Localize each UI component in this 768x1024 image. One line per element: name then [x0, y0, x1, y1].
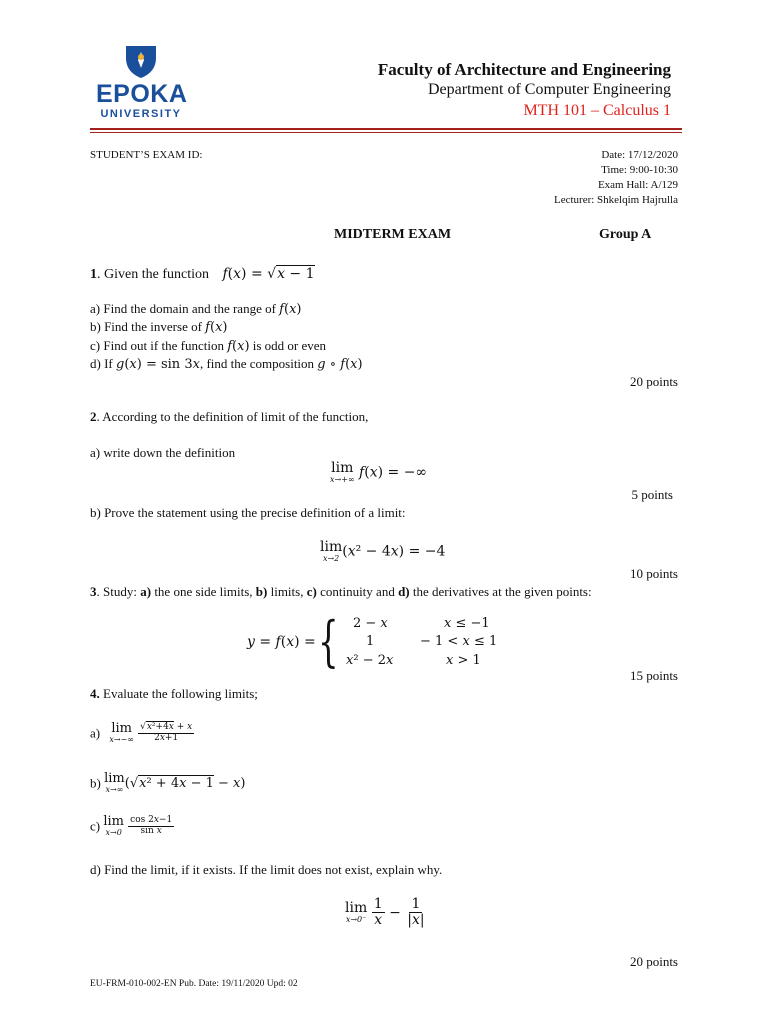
footer-form-code: EU-FRM-010-002-EN Pub. Date: 19/11/2020 Upd: 02 — [90, 979, 298, 989]
q3-cond-3: x > 1 — [446, 653, 481, 668]
q1-part-d-math-comp: g ∘ f(x) — [317, 357, 363, 372]
q1-part-c-text: c) Find out if the function — [90, 338, 224, 353]
department-title: Department of Computer Engineering — [427, 81, 671, 98]
q4-part-a — [90, 722, 194, 744]
q3-label-a: a) — [140, 584, 152, 599]
q4-points: 20 points — [629, 954, 678, 969]
q2-part-b: b) Prove the statement using the precise definition of a limit: — [90, 505, 406, 520]
q4-part-c — [90, 815, 174, 837]
exam-hall: Exam Hall: A/129 — [597, 179, 678, 191]
question-4-text: Evaluate the following limits; — [99, 686, 258, 701]
q1-part-a — [90, 301, 301, 317]
question-4-number: 4. — [90, 686, 100, 701]
q3-case-2: 1 — [366, 634, 375, 649]
q3-text-3: limits, — [267, 584, 307, 599]
q3-piecewise-lhs: y = f(x) = — [247, 634, 316, 650]
header-rule — [90, 128, 682, 130]
q3-case-3: x² − 2x — [346, 653, 394, 668]
exam-title: MIDTERM EXAM — [334, 227, 452, 242]
q1-points: 20 points — [629, 374, 678, 389]
q1-part-b — [90, 319, 227, 335]
question-1-intro — [90, 266, 315, 283]
q1-part-d-math-g: g(x) = sin 3x — [116, 357, 200, 372]
header-rule-thin — [90, 132, 682, 133]
q3-brace: { — [318, 610, 339, 673]
q4-part-c-label: c) — [90, 818, 101, 834]
q3-label-c: c) — [306, 584, 317, 599]
logo-subtitle: UNIVERSITY — [100, 108, 182, 120]
q1-function: f(x) = √x − 1 — [222, 266, 315, 282]
q1-part-a-text: a) Find the domain and the range of — [90, 301, 276, 316]
q3-cond-1: x ≤ −1 — [444, 616, 490, 631]
question-1-number: 1 — [90, 267, 97, 282]
q1-part-a-math: f(x) — [279, 302, 302, 317]
q2-part-b-points: 10 points — [629, 566, 678, 581]
q4-part-d-math: lim x→0⁻ $\frac{1}{x}$ − $\frac{1}{|x|}$ — [345, 896, 425, 929]
question-3-number: 3 — [90, 584, 97, 599]
question-2-text: . According to the definition of limit of the function, — [96, 409, 369, 424]
logo-name: EPOKA — [96, 80, 188, 108]
q2-lim-operator: lim x→+∞ — [330, 460, 355, 484]
q3-points: 15 points — [629, 668, 678, 683]
q2-limit-definition: lim x→+∞ f(x) = −∞ — [330, 460, 428, 484]
q3-text-1: . Study: — [96, 584, 141, 599]
q4-part-b-label: b) — [90, 775, 101, 791]
q1-part-d-text: d) If — [90, 356, 113, 371]
q3-label-b: b) — [255, 584, 268, 599]
q3-text-5: the derivatives at the given points: — [409, 584, 592, 599]
q1-part-c-math: f(x) — [227, 339, 250, 354]
q3-cond-2: − 1 < x ≤ 1 — [420, 634, 498, 649]
q2-part-a-points: 5 points — [631, 487, 673, 502]
q1-part-c-text-end: is odd or even — [252, 338, 327, 353]
exam-date: Date: 17/12/2020 — [601, 149, 678, 161]
q1-part-b-text: b) Find the inverse of — [90, 319, 202, 334]
course-title: MTH 101 – Calculus 1 — [523, 102, 671, 119]
q3-text-2: the one side limits, — [151, 584, 256, 599]
q1-part-b-math: f(x) — [205, 320, 228, 335]
q1-part-c — [90, 338, 326, 354]
q2-limit-statement: lim x→2 (x² − 4x) = −4 — [320, 539, 446, 563]
q3-text-4: continuity and — [316, 584, 399, 599]
q4-part-a-math: lim x→−∞ $\frac{\text{√x²+4x + x}}{2x+1}$ — [109, 721, 193, 744]
student-id-label: STUDENT’S EXAM ID: — [90, 149, 203, 161]
exam-group: Group A — [599, 227, 652, 242]
q3-case-1: 2 − x — [353, 616, 388, 631]
q1-part-d — [90, 356, 363, 372]
question-2-number: 2 — [90, 409, 97, 424]
q3-label-d: d) — [398, 584, 410, 599]
q4-part-c-math: lim x→0 $\frac{\cos 2x-1}{\text{sin x}}$ — [103, 814, 173, 837]
q2-part-a: a) write down the definition — [90, 445, 236, 460]
question-2-intro — [90, 409, 368, 425]
q4-part-b — [90, 772, 245, 794]
faculty-title: Faculty of Architecture and Engineering — [377, 60, 671, 79]
q4-part-d: d) Find the limit, if it exists. If the limit does not exist, explain why. — [90, 862, 443, 877]
question-4-intro — [90, 686, 258, 702]
question-3-intro — [90, 584, 592, 600]
lecturer: Lecturer: Shkelqim Hajrulla — [553, 194, 678, 206]
q1-part-d-text-mid: , find the composition — [199, 356, 315, 371]
question-1-text: . Given the function — [97, 267, 209, 282]
exam-time: Time: 9:00-10:30 — [601, 164, 678, 176]
q4-part-b-math: lim x→∞ (√x² + 4x − 1 − x) — [104, 771, 246, 794]
university-logo — [96, 44, 186, 120]
q4-part-a-label: a) — [90, 725, 101, 741]
logo-emblem-icon — [96, 44, 186, 80]
q2-lim-operator-b: lim x→2 — [320, 539, 343, 563]
